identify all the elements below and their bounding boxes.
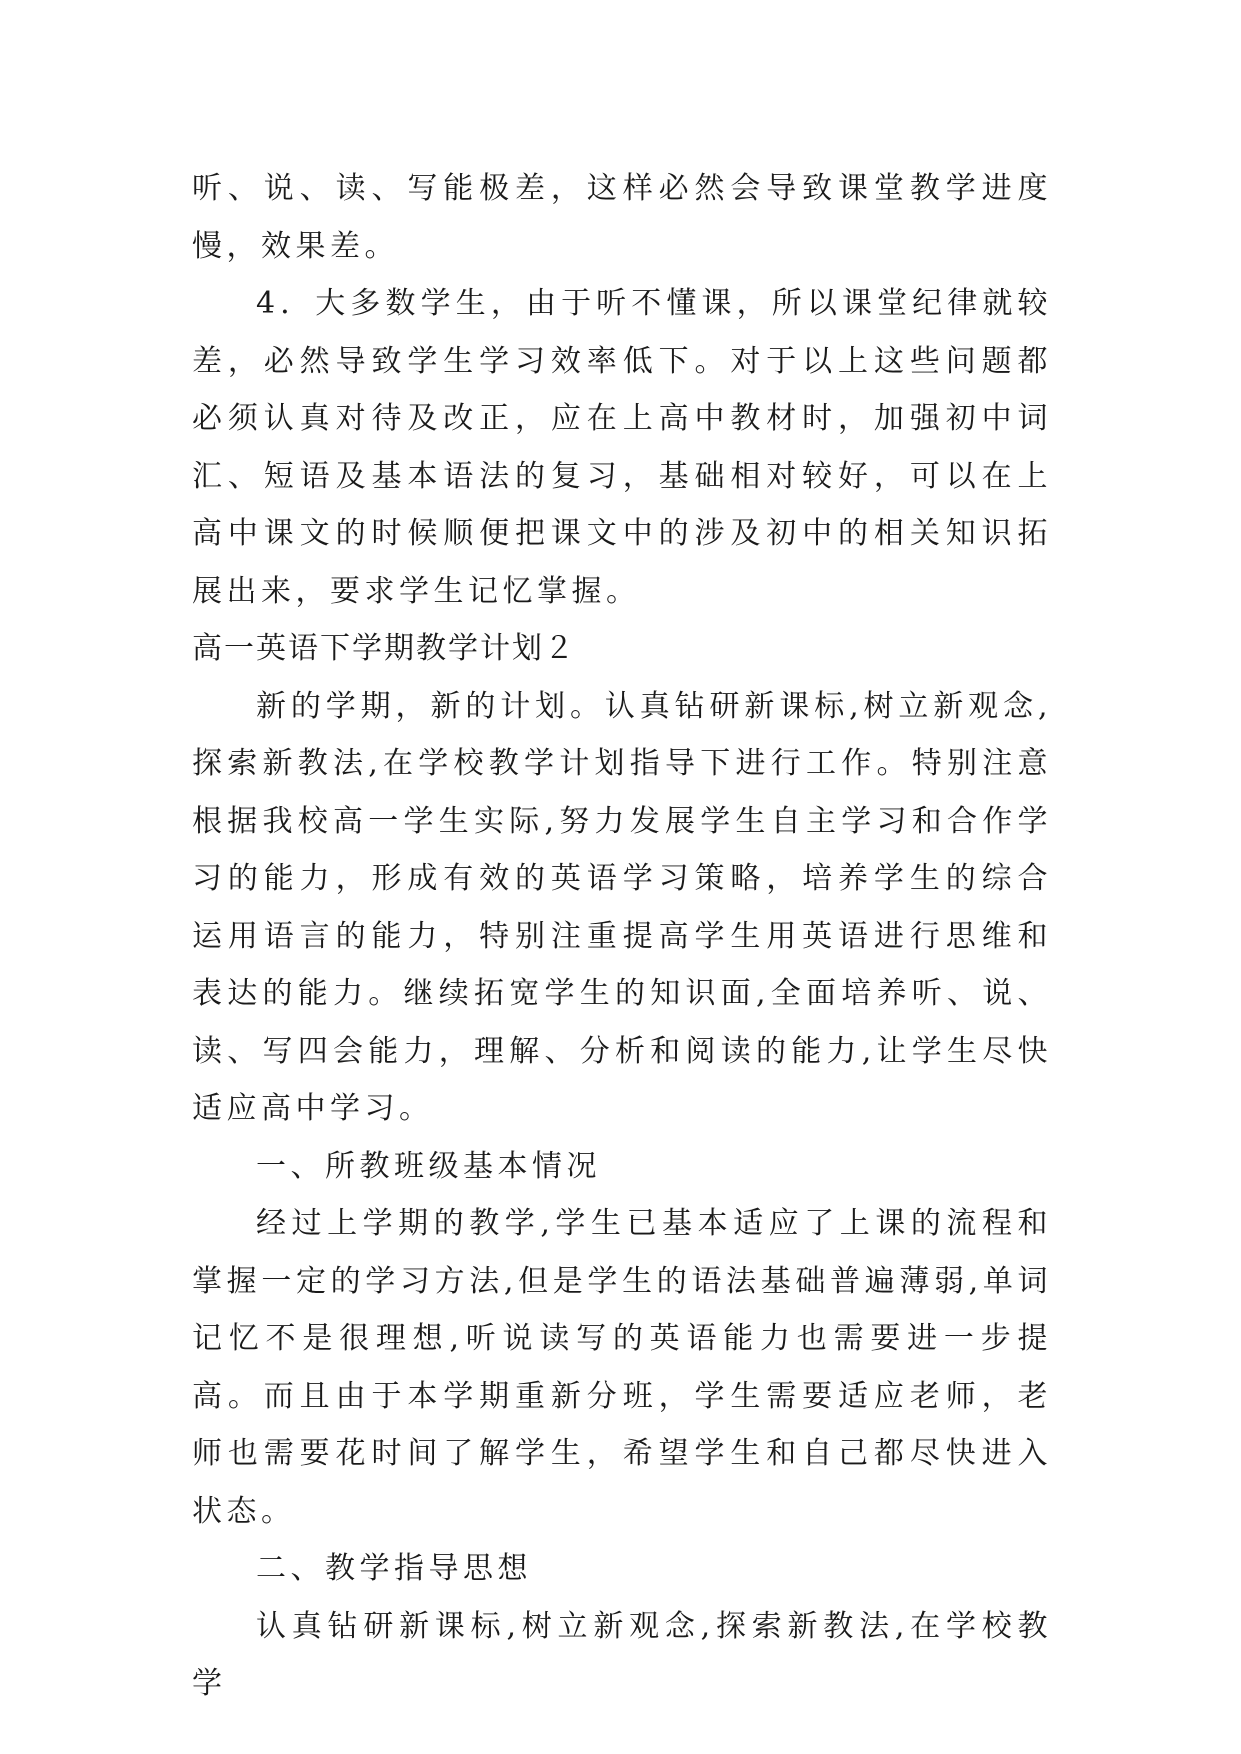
paragraph-class-situation: 经过上学期的教学,学生已基本适应了上课的流程和掌握一定的学习方法,但是学生的语法基础普遍薄弱,单词记忆不是很理想,听说读写的英语能力也需要进一步提高。而且由于本学期重新分班，学生需要适应老师，老师也需要花时间了解学生，希望学生和自己都尽快进入状态。 — [192, 1206, 1052, 1529]
section-title: 高一英语下学期教学计划２ — [192, 631, 576, 666]
paragraph-item-4: 4．大多数学生，由于听不懂课，所以课堂纪律就较差，必然导致学生学习效率低下。对于以上这些问题都必须认真对待及改正，应在上高中教材时，加强初中词汇、短语及基本语法的复习，基础相对较好，可以在上高中课文的时候顺便把课文中的涉及初中的相关知识拓展出来，要求学生记忆掌握。 — [192, 286, 1052, 609]
document-body — [192, 160, 1052, 1713]
subheading-teaching-guideline: 二、教学指导思想 — [256, 1551, 532, 1586]
paragraph-teaching-guideline: 认真钻研新课标,树立新观念,探索新教法,在学校教学 — [192, 1608, 1052, 1701]
subheading-class-situation: 一、所教班级基本情况 — [256, 1148, 601, 1184]
paragraph-intro: 新的学期，新的计划。认真钻研新课标,树立新观念,探索新教法,在学校教学计划指导下进行工作。特别注意根据我校高一学生实际,努力发展学生自主学习和合作学习的能力，形成有效的英语学习策略，培养学生的综合运用语言的能力，特别注重提高学生用英语进行思维和表达的能力。继续拓宽学生的知识面,全面培养听、说、读、写四会能力，理解、分析和阅读的能力,让学生尽快适应高中学习。 — [192, 688, 1052, 1126]
paragraph-continuation: 听、说、读、写能极差，这样必然会导致课堂教学进度慢，效果差。 — [192, 171, 1052, 264]
